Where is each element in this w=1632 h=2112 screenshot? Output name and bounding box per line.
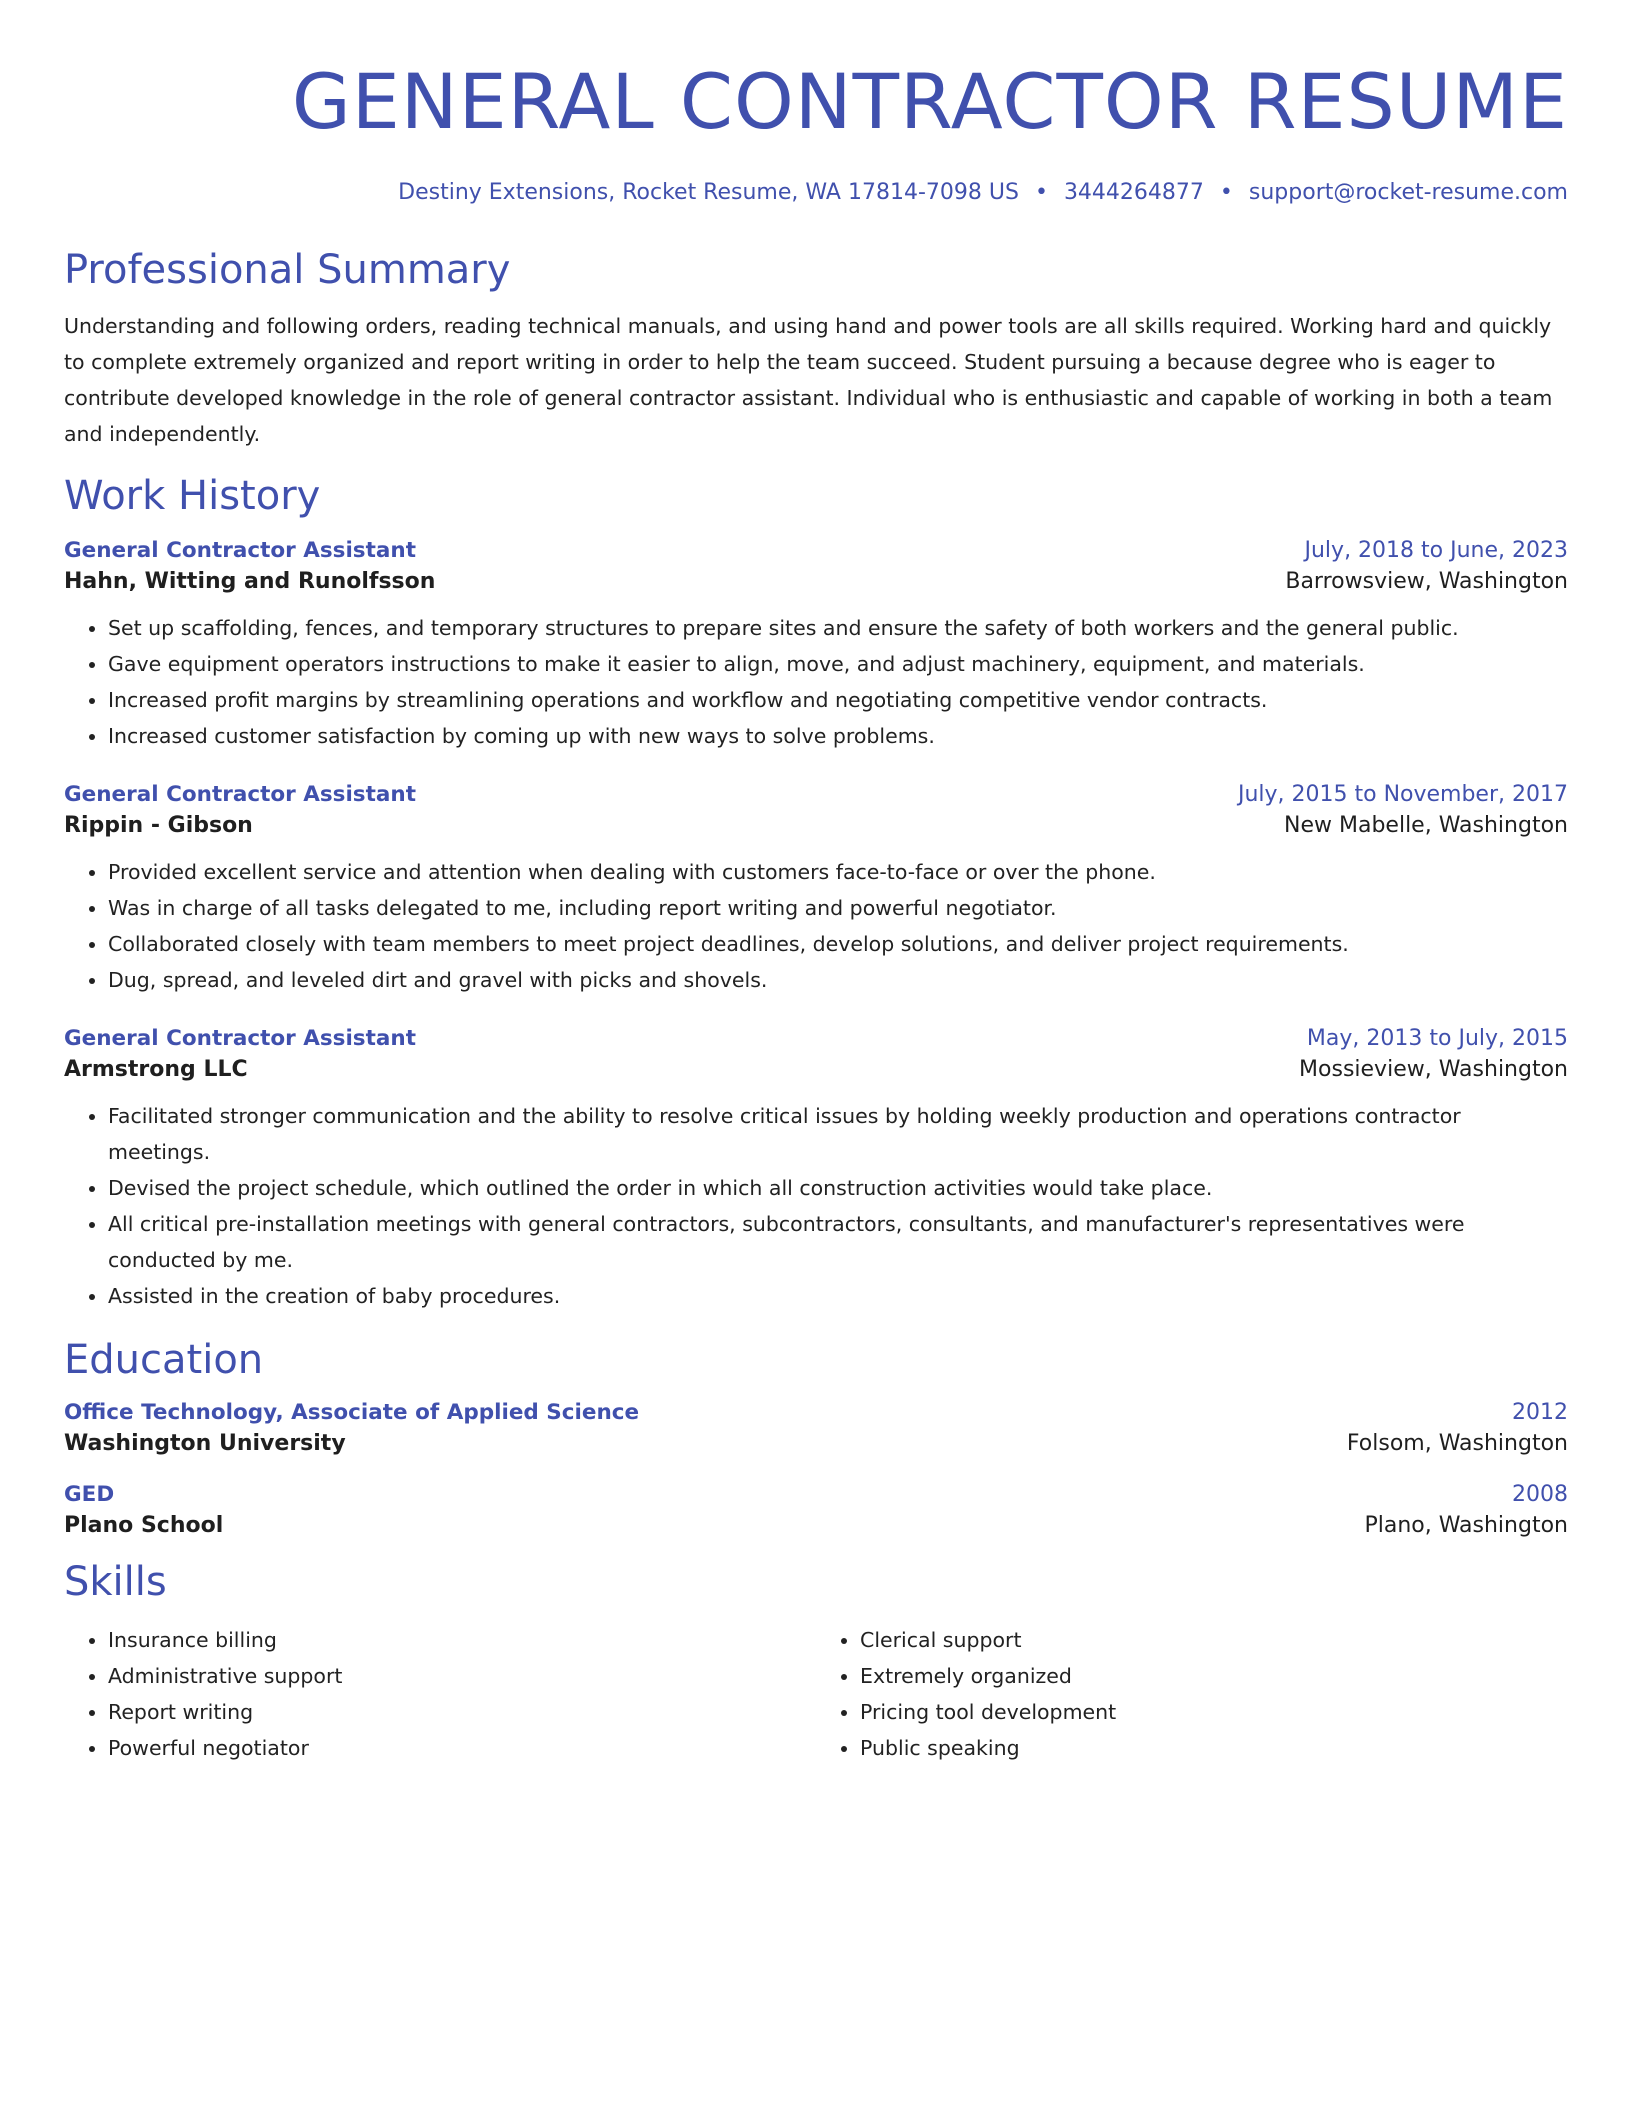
job-employer: Hahn, Witting and Runolfsson: [64, 569, 436, 594]
job-location: Mossieview, Washington: [1299, 1057, 1568, 1082]
education-entry: [64, 1482, 1568, 1538]
job-bullet: • Increased customer satisfaction by coming up with new ways to solve problems.: [108, 718, 1568, 754]
summary-text: Understanding and following orders, reading technical manuals, and using hand and power tools are all skills required. Working hard and quickly to complete extremely organized and report writing in order to help the team succeed. Student pursuing a because degree who is eager to contribute developed knowledge in the role of general contractor assistant. Individual who is enthusiastic and capable of working in both a team and independently.: [64, 314, 1553, 446]
skill-item: • Public speaking: [860, 1730, 1568, 1766]
job-entry: [64, 1026, 1568, 1314]
job-role: General Contractor Assistant: [64, 538, 416, 563]
contact-address: Destiny Extensions, Rocket Resume, WA 17814-7098 US: [398, 180, 1019, 205]
job-bullet: • Was in charge of all tasks delegated to me, including report writing and powerful negotiator.: [108, 890, 1568, 926]
job-location: New Mabelle, Washington: [1284, 813, 1568, 838]
job-bullet: • All critical pre-installation meetings with general contractors, subcontractors, consultants, and manufacturer's representatives were conducted by me.: [108, 1206, 1568, 1278]
job-bullets: [64, 1098, 1568, 1314]
job-bullet: • Set up scaffolding, fences, and temporary structures to prepare sites and ensure the safety of both workers and the general public.: [108, 610, 1568, 646]
job-employer: Rippin - Gibson: [64, 813, 253, 838]
education-degree: Office Technology, Associate of Applied Science: [64, 1400, 640, 1425]
job-bullet: • Collaborated closely with team members to meet project deadlines, develop solutions, and deliver project requirements.: [108, 926, 1568, 962]
job-entry: [64, 538, 1568, 754]
skills-list-right: [816, 1622, 1568, 1766]
job-role: General Contractor Assistant: [64, 782, 416, 807]
job-bullet: • Dug, spread, and leveled dirt and gravel with picks and shovels.: [108, 962, 1568, 998]
education-school: Washington University: [64, 1431, 346, 1456]
job-bullet: • Assisted in the creation of baby procedures.: [108, 1278, 1568, 1314]
education-heading: Education: [64, 1337, 264, 1383]
skills-list-left: [64, 1622, 816, 1766]
education-location: Plano, Washington: [1364, 1513, 1568, 1538]
skill-item: • Report writing: [108, 1694, 816, 1730]
contact-email: support@rocket-resume.com: [1248, 180, 1568, 205]
job-bullets: [64, 610, 1568, 754]
job-dates: July, 2015 to November, 2017: [1237, 782, 1568, 807]
skill-item: • Extremely organized: [860, 1658, 1568, 1694]
job-employer: Armstrong LLC: [64, 1057, 248, 1082]
education-school: Plano School: [64, 1513, 224, 1538]
job-bullets: [64, 854, 1568, 998]
work-history-heading: Work History: [64, 473, 321, 519]
contact-phone: 3444264877: [1063, 180, 1204, 205]
job-dates: July, 2018 to June, 2023: [1304, 538, 1568, 563]
contact-line: [64, 178, 1568, 208]
education-entry: [64, 1400, 1568, 1456]
job-dates: May, 2013 to July, 2015: [1306, 1026, 1568, 1051]
skills-heading: Skills: [64, 1559, 167, 1605]
skill-item: • Powerful negotiator: [108, 1730, 816, 1766]
job-bullet: • Increased profit margins by streamlining operations and workflow and negotiating competitive vendor contracts.: [108, 682, 1568, 718]
resume-title: GENERAL CONTRACTOR RESUME: [291, 57, 1568, 146]
skill-item: • Clerical support: [860, 1622, 1568, 1658]
contact-separator: •: [1219, 180, 1233, 205]
education-location: Folsom, Washington: [1346, 1431, 1568, 1456]
job-bullet: • Gave equipment operators instructions to make it easier to align, move, and adjust machinery, equipment, and materials.: [108, 646, 1568, 682]
education-year: 2008: [1512, 1482, 1568, 1507]
skill-item: • Insurance billing: [108, 1622, 816, 1658]
job-bullet: • Devised the project schedule, which outlined the order in which all construction activities would take place.: [108, 1170, 1568, 1206]
skill-item: • Administrative support: [108, 1658, 816, 1694]
education-degree: GED: [64, 1482, 115, 1507]
job-entry: [64, 782, 1568, 998]
job-location: Barrowsview, Washington: [1285, 569, 1568, 594]
education-year: 2012: [1512, 1400, 1568, 1425]
contact-separator: •: [1034, 180, 1048, 205]
job-role: General Contractor Assistant: [64, 1026, 416, 1051]
job-bullet: • Provided excellent service and attention when dealing with customers face-to-face or over the phone.: [108, 854, 1568, 890]
skills-columns: [64, 1622, 1568, 1766]
summary-heading: Professional Summary: [64, 247, 511, 293]
job-bullet: • Facilitated stronger communication and the ability to resolve critical issues by holding weekly production and operations contractor meetings.: [108, 1098, 1568, 1170]
skill-item: • Pricing tool development: [860, 1694, 1568, 1730]
